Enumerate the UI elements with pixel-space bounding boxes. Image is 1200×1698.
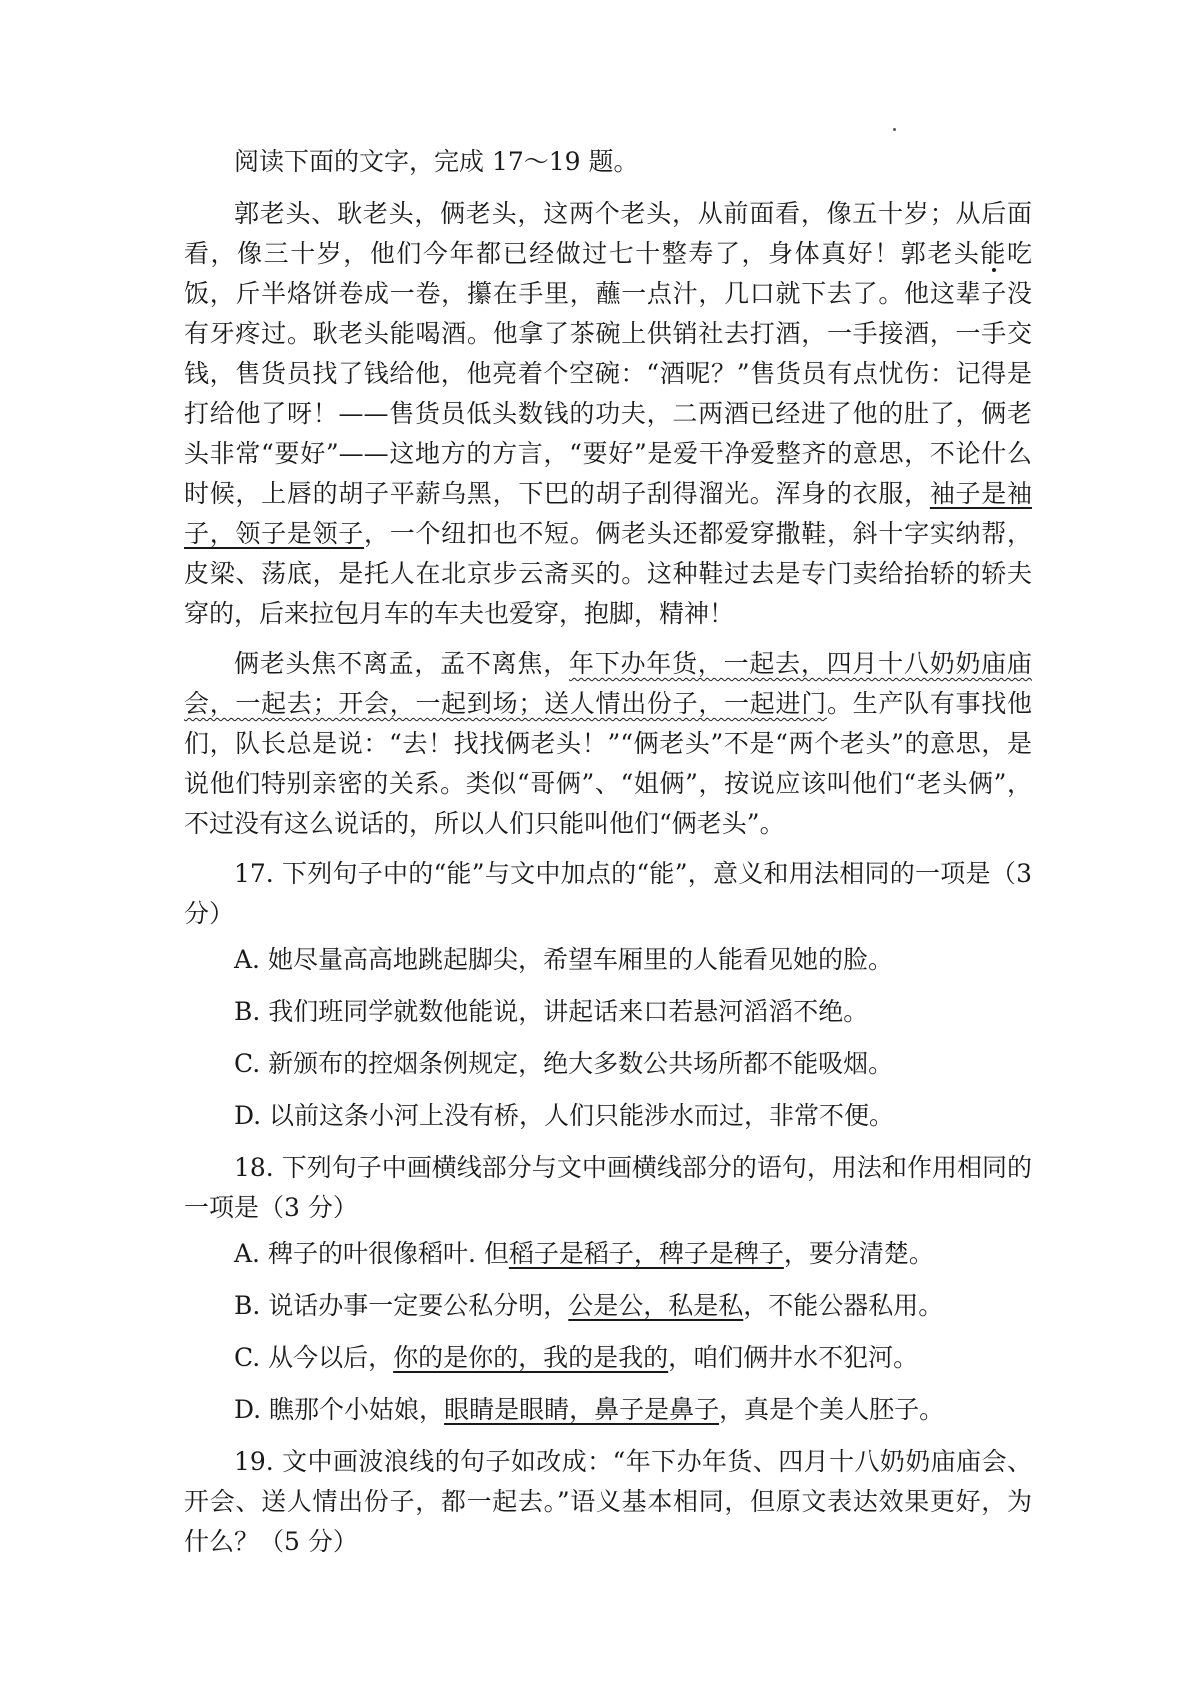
passage-1-text-b: 吃饭，斤半烙饼卷成一卷，攥在手里，蘸一点汁，几口就下去了。他这辈子没有牙疼过。耿老头能喝酒。他拿了茶碗上供销社去打酒，一手接酒，一手交钱，售货员找了钱给他，他亮着个空碗：“酒呢？”售货员有点忧伤：记得是打给他了呀！——售货员低头数钱的功夫，二两酒已经进了他的肚了，俩老头非常“要好”——这地方的方言，“要好”是爱干净爱整齐的意思，不论什么时候，上唇的胡子平薪乌黑，下巴的胡子刮得溜光。浑身的衣服， bbox=[184, 239, 1032, 508]
question-17-stem: 17. 下列句子中的“能”与文中加点的“能”，意义和用法相同的一项是（3分） bbox=[184, 859, 1032, 928]
option-text: C. 从今以后， bbox=[234, 1343, 394, 1372]
question-18-stem: 18. 下列句子中画横线部分与文中画横线部分的语句，用法和作用相同的一项是（3 分） bbox=[184, 1153, 1032, 1222]
option-underlined: 你的是你的，我的是我的 bbox=[393, 1343, 669, 1372]
question-17-option-c: C. 新颁布的控烟条例规定，绝大多数公共场所都不能吸烟。 bbox=[234, 1049, 894, 1078]
question-17-option-d: D. 以前这条小河上没有桥，人们只能涉水而过，非常不便。 bbox=[234, 1101, 895, 1130]
option-text: D. 瞧那个小姑娘， bbox=[234, 1395, 445, 1424]
passage-2-text-a: 俩老头焦不离孟，孟不离焦， bbox=[234, 649, 569, 678]
passage-paragraph-1 bbox=[184, 194, 1032, 634]
underlined-phrase: 袖子是袖子，领子是领子 bbox=[184, 479, 1032, 548]
content bbox=[184, 142, 1032, 1568]
passage-1-text-a: 郭老头、耿老头，俩老头，这两个老头，从前面看，像五十岁；从后面看，像三十岁，他们今年都已经做过七十整寿了，身体真好！郭老头 bbox=[184, 199, 1032, 268]
option-text: ，不能公器私用。 bbox=[743, 1291, 944, 1320]
instruction: 阅读下面的文字，完成 17～19 题。 bbox=[234, 147, 639, 176]
dotted-word: 能 bbox=[980, 239, 1007, 268]
wavy-underlined-sentence: 年下办年货，一起去，四月十八奶奶庙庙会，一起去；开会，一起到场；送人情出份子，一起进门 bbox=[184, 649, 1032, 718]
option-text: A. 稗子的叶很像稻叶. 但 bbox=[234, 1239, 509, 1268]
option-underlined: 公是公，私是私 bbox=[568, 1291, 744, 1320]
question-17-option-a: A. 她尽量高高地跳起脚尖，希望车厢里的人能看见她的脸。 bbox=[234, 945, 893, 974]
question-18-option-b bbox=[184, 1286, 1032, 1326]
question-19-stem: 19. 文中画波浪线的句子如改成：“年下办年货、四月十八奶奶庙庙会、开会、送人情出份子，都一起去。”语义基本相同，但原文表达效果更好，为什么？（5 分） bbox=[184, 1447, 1032, 1556]
option-text: B. 说话办事一定要公私分明， bbox=[234, 1291, 569, 1320]
option-text: ，要分清楚。 bbox=[783, 1239, 934, 1268]
scan-speck bbox=[893, 128, 896, 131]
option-underlined: 稻子是稻子，稗子是稗子 bbox=[508, 1239, 784, 1268]
passage-1-text-c: ，一个纽扣也不短。俩老头还都爱穿撒鞋，斜十字实纳帮，皮梁、荡底，是托人在北京步云斋买的。这种鞋过去是专门卖给抬轿的轿夫穿的，后来拉包月车的车夫也爱穿，抱脚，精神！ bbox=[184, 519, 1032, 628]
option-text: ，咱们俩井水不犯河。 bbox=[668, 1343, 919, 1372]
question-17-option-b: B. 我们班同学就数他能说，讲起话来口若悬河滔滔不绝。 bbox=[234, 997, 869, 1026]
option-text: ，真是个美人胚子。 bbox=[719, 1395, 945, 1424]
question-18-option-a bbox=[184, 1234, 1032, 1274]
question-18-option-c bbox=[184, 1338, 1032, 1378]
passage-2-text-b: 。生产队有事找他们，队长总是说：“去！找找俩老头！”“俩老头”不是“两个老头”的意思，是说他们特别亲密的关系。类似“哥俩”、“姐俩”，按说应该叫他们“老头俩”，不过没有这么说话的，所以人们只能叫他们“俩老头”。 bbox=[184, 689, 1032, 838]
question-18-option-d bbox=[184, 1390, 1032, 1430]
passage-paragraph-2 bbox=[184, 644, 1032, 844]
option-underlined: 眼睛是眼睛，鼻子是鼻子 bbox=[444, 1395, 720, 1424]
